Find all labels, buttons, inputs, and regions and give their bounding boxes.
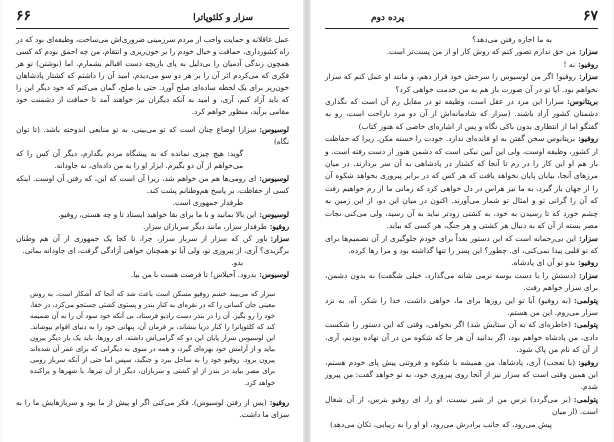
speech-line <box>325 295 598 320</box>
speech-line <box>16 257 289 269</box>
speech-line <box>16 209 289 221</box>
speech-text: طرفدار جمهوری است. <box>172 197 243 207</box>
speech-line <box>325 46 598 58</box>
speech-text: طرفدار سزار، مانند دیگر سربازان سزار. <box>142 221 267 231</box>
speech-line <box>16 197 289 209</box>
speech-text: (دستش را با دست بوسه نرمی شانه می‌گذارد، خیلی شگفت) نه بدون دشمن، برای سزار خواهم رفت. <box>325 270 598 293</box>
speech-line <box>325 419 598 431</box>
running-title-right: پرده دوم <box>371 13 405 23</box>
speech-line <box>325 319 598 356</box>
speech-text: باور کن که سزار از سرباز سزار، چرا، تا کجا یک جمهوری از آن هم وطنان برگزیدی؟ آری، از پیروزی تو، ولی آیا تو همچنان خواهی آزادگی گرفت، ای جاودانه بمانی. <box>16 233 289 255</box>
speech-text: سزارا این مرد در عقل است، وظیفه تو در مقابل رم آن است که نگذاری دشمنان کشور آزاد باشند. (سزار که شادمانه‌اش از آن دو مرد ناراحت است، رو به گفتگو اما از انتظاری بدون باکی نگاه و پس از اشاره‌ای خاصی که هنوز کتاب) <box>325 97 598 131</box>
speech-text: (پس از رفتن لوسیوس). فکر می‌کنی اگر او پیش از ما بود و سربازهایش ما را به سزای ما داشت. <box>16 397 289 419</box>
speech-text: (با تعجب) آری، پادشاها، من همیشه با شکوه و فروتنی پیش پای خودم هستم، این همین وقتی است که سزار نیز از آنجا روی پیروزی خود، به تو خواهد گفت: من پیروز شدم. <box>325 357 598 392</box>
speech-line <box>16 269 289 281</box>
speech-text: بدو تو آن ای پادشاه. <box>511 258 576 268</box>
speaker-name: روفیو: <box>578 134 598 144</box>
speech-line <box>325 133 598 232</box>
speech-text: سزارا اوضاع چنان است که تو می‌بینی، به تو منابعی اندوخته باشد. (تا توان نگاه) <box>16 125 289 147</box>
left-page-body <box>16 34 289 421</box>
speech-line <box>16 233 289 257</box>
speech-text: (خاطره‌ای که به آن ستایش شد) اگر بخواهی، وقتی که این دستور را شکست دادی، من پادشاه خواهم بود، اگر بدانید آن هر جا که شکوه من در آن نهاده بودیم، آری، از آن که نام من پاک شود. <box>325 320 598 355</box>
right-page <box>311 0 612 442</box>
speaker-name: لوسیوس: <box>259 209 289 219</box>
running-title-left: سزار و کلئوپاترا <box>193 13 253 23</box>
speaker-name: روفیو: <box>578 258 598 268</box>
speech-line <box>16 221 289 233</box>
speech-text: بدو. <box>231 257 243 267</box>
speech-line <box>16 397 289 421</box>
speaker-name: روفیو: <box>578 357 598 367</box>
speaker-name: سزار: <box>578 72 598 82</box>
speech-text: این بالا بمانید و با ما برای بقا خواهید ایستاد تا و چه هستی، روفیو. <box>58 209 257 219</box>
speaker-name: لوسیوس: <box>259 125 289 135</box>
speech-line <box>16 124 289 148</box>
speech-text: پیش می‌رود، که جانب برادرش می‌رود، او او را به زیبایی، تکان می‌دهد) <box>330 419 552 429</box>
speech-text: من حق ندارم تصور کنم که روش کار او از من پست‌تر است. <box>386 47 576 57</box>
speech-line <box>325 257 598 269</box>
speaker-name: روفیو: <box>269 397 289 407</box>
speaker-name: سزار: <box>578 233 598 243</box>
speech-text: ای رومی‌ها هم من خواهم شد، زیرا آن است که این، که رفتن آن اوست. اینکه کسی از حفاظت، بر پاسخ هم‌وطنانم پشت کند. <box>16 173 289 195</box>
opening-line: به ما اجازه رفتن می‌دهد؟ <box>472 35 552 44</box>
speech-line <box>325 233 598 258</box>
speech-text: (به روفیو) آیا تو این روزها برای ما، خواهی داشت، خدا را شکر، آه، به نزد سزار می‌روم. این من هستم. <box>325 295 598 317</box>
dialogue-block <box>16 124 289 281</box>
speech-text: این بی‌رحمانه است که این دستور بعداً برای خودم جلوگیری از آن تصمیم‌ها برای که تو قلبی پیدا نمی‌کنی، ای. چطور؟ این پسر را تنها گذاشته بود و مرا رها کرده. <box>325 233 598 255</box>
page-number-left: ۶۶ <box>16 8 32 24</box>
speech-line <box>325 71 598 96</box>
speech-text: نه ! <box>563 59 576 69</box>
speech-line <box>16 148 289 172</box>
speaker-name: روفیو: <box>269 221 289 231</box>
speaker-name: پتولمی: <box>573 394 598 404</box>
speaker-name: سزار: <box>578 270 598 280</box>
book-gutter <box>303 0 311 442</box>
speech-line <box>325 357 598 394</box>
running-head-right <box>325 8 598 29</box>
speech-text: بدرود. آخیلاس! تا فرصت هست با من بیا. <box>130 269 257 279</box>
speech-text: گوید: هیچ چیزی نمانده که به پیشگاه مردم بگذارم، دیگر آن کس را که می‌خواهم از آن دو بگیرم. ابزار او را به من داده‌ای، نه جاودانه. <box>16 149 243 171</box>
speech-text: (بر می‌گردد) ترس من از شیر نیست، او را، ای روفیو بترس، از آن شغال است. (از میان <box>325 394 598 417</box>
speaker-name: پتولمی: <box>573 295 598 305</box>
speech-line <box>325 96 598 133</box>
speaker-name: بریتانوس: <box>566 97 598 107</box>
speaker-name: روفیو: <box>578 59 598 69</box>
speech-line <box>325 394 598 419</box>
speaker-name: سزار: <box>578 47 598 57</box>
speaker-name: لوسیوس: <box>259 173 289 183</box>
speaker-name: سزار: <box>270 233 289 243</box>
speech-line <box>325 59 598 71</box>
left-page <box>2 0 303 442</box>
opening-paragraph: عمل عاقلانه و حمایت واجب از مردم سرزمینی ضروری‌اش می‌ساخت، وظیفه‌ای بود که در راه کشورداری، حماقت و خیال خودم را بر خون‌ریزی و انتقام، من چه احمق بودم که کسی همچون زندگی آدمیان را بی‌دلیل به پای بازیچه دست اقبالم بشمارم. اما (نوشتن) تو هر فکری که می‌کردم اثر آن را بر هر دو سو می‌دیدم، امید آن را داشتم که کشتار پادشاهان خون‌ریز برای یک لحظه ساده‌ای صلح آورد. حتی با صلح، گمان می‌کنم که خود دیگر این را که باید آزاد کنم، آری، و امید به آنکه دیگران نیز خواهند آمد تا حماقت از دشمنت خود مقامی برآید، منظور خواهم کرد. <box>16 35 289 117</box>
dialogue-block <box>325 46 598 431</box>
speech-text: روفیو! اگر من لوسیوس را سرخش خود قرار دهم، و مانند او عمل کنم که سزار نخواهم بود. آیا تو در آن صورت باز هم به من خدمت خواهی کرد؟ <box>325 72 598 94</box>
speech-text: بریتانوس سخن گفتن به او فایده‌ای ندارد. خودت را خسته مکن. زیرا که حفاظت از کشور، وظیفه اوست، ولی این آیین نیکی است که دشمن هنوز از دست رفته است. و باز هم او این کار را در رم تا آنجا که کشتار در پادشاهی به آن سر بردارند. در میان مرزهای آنجا، بیابان پایان نخواهد یافت که هر کس که در برابر پیروزی بخواهد شکوه آن را از جهان باز گیرد، به ما نیز هراس در دل خواهی کرد که زمانی ما از رم خواهیم رفت که آن را گرانی تو و امثال تو شمار می‌آورند. اکنون در میان این دو، از این زمین به چشم خورد که تا رسیدن به خود، به کشتی زودتر نباید به آن رسید، ولی می‌کنی نجات مصر بسته از آن که به دنبال هر کشتی و هر جنگ، هر کسی که بیاید. <box>325 134 598 231</box>
speech-line <box>325 270 598 295</box>
speaker-name: لوسیوس: <box>259 269 289 279</box>
speaker-name: پتولمی: <box>573 320 598 330</box>
right-page-body <box>325 34 598 431</box>
stage-direction-block: سزار که می‌بیند خشم روفیو مسکن است باعث شد که آنجا که آشکار است، به روش معینی جان کسانی را که در نقره‌ای به کنار بندر و پستوی کشتی جستجو می‌کرد، در خفا، خود را رو بگیر. آن را در بندر دست رادیو فرستاد، بی‌ آنکه خود سود آن را به آن ضمیمه کند که کلئوپاترا را کنار دریا بنشاند، بر فرمان آن، پنهانی خود را به دنیای اقوام بپوشاند. این لوسیوس سزار پایان این دو که گرامی‌اش داشته، ای روزها، باید یک بار دیگر بیرون بیاید و از آرامش خود بهره‌ای گیرد، و همه در سوی به دیگرانی که برای عمر آن شده‌اند پیرون برود. روفیو خود را به ساحل ببرد و جنگید، سپس اما حتی از آنکه سرباز رومی برای مصر بیاید در بندر از او کشتی و سربازان، دیگر از آن تیرها، با شهرها و پراکنده خواهد کرد. <box>30 289 275 387</box>
running-head-left <box>16 8 289 29</box>
speech-line <box>16 173 289 197</box>
page-number-right: ۶۷ <box>582 8 598 24</box>
